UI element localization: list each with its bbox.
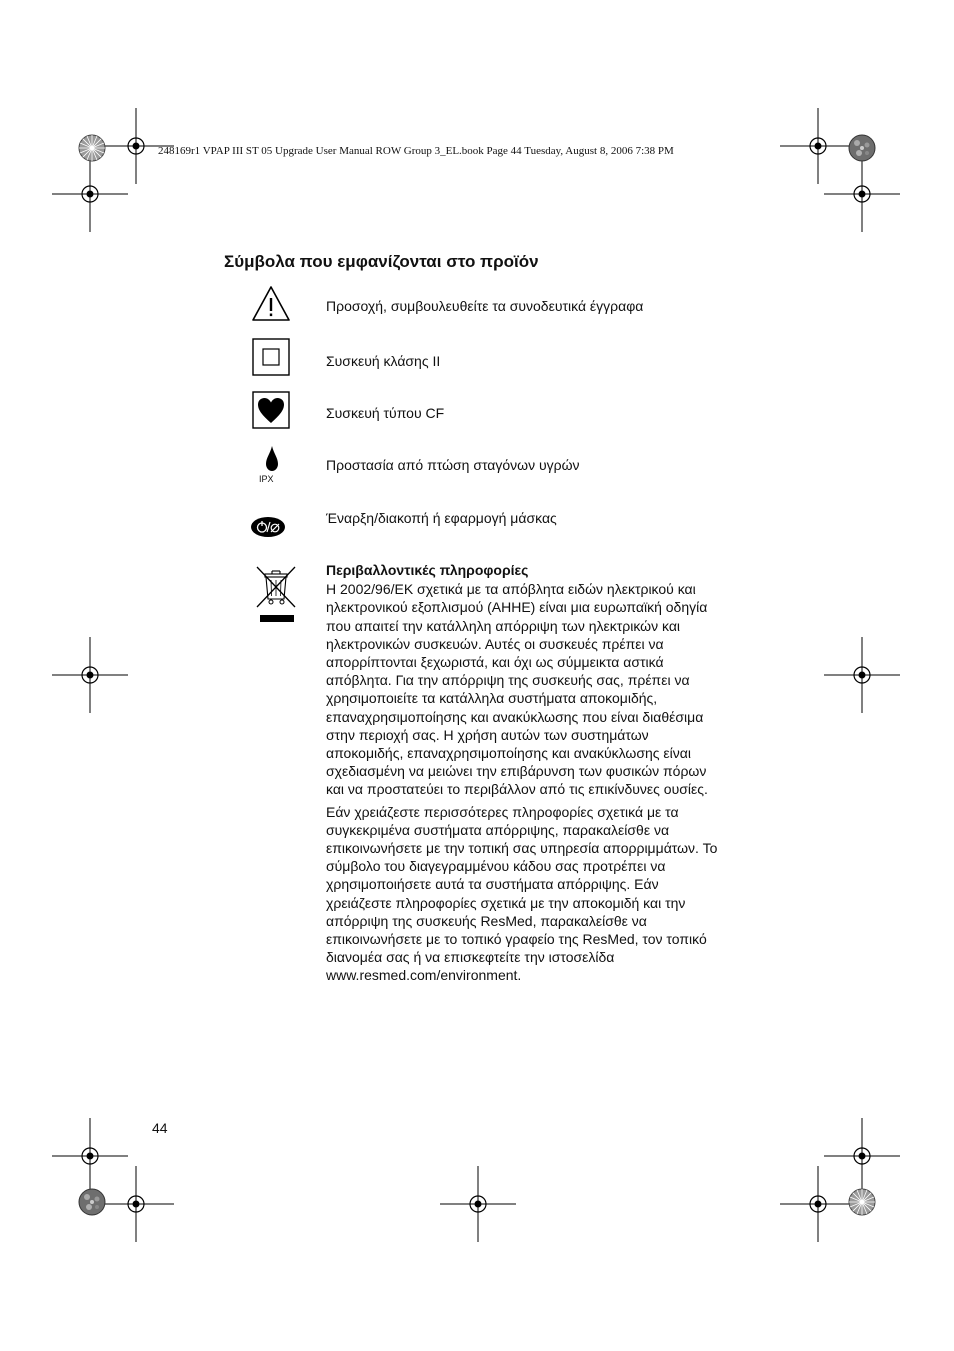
symbol-description-caution: Προσοχή, συμβουλευθείτε τα συνοδευτικά έγγραφα xyxy=(326,298,644,314)
registration-mark-left-middle xyxy=(52,637,128,713)
registration-mark-right-upper xyxy=(824,156,900,232)
symbol-description-type-cf: Συσκευή τύπου CF xyxy=(326,405,445,421)
registration-mark-right-middle xyxy=(824,637,900,713)
registration-mark-bottom-left xyxy=(98,1166,174,1242)
environmental-paragraph-contact: Εάν χρειάζεστε περισσότερες πληροφορίες σχετικά με τα συγκεκριμένα συστήματα απόρριψης, παρακαλείσθε να επικοινωνήσετε με την τοπική σας υπηρεσία απορριμμάτων. Το σύμβολο του διαγεγραμμένου κάδου σας προτρέπει να χρησιμοποιήσετε αυτά τα συστήματα απόρριψης. Εάν χρειάζεστε πληροφορίες σχετικά με την αποκομιδή και την απόρριψη της συσκευής ResMed, παρακαλείσθε να επικοινωνήσετε με το τοπικό γραφείο της ResMed, τον τοπικό διανομέα σας ή να επισκεφτείτε την ιστοσελίδα www.resmed.com/environment. xyxy=(326,803,718,984)
start-stop-mask-icon xyxy=(250,516,286,538)
registration-mark-bottom-center xyxy=(440,1166,516,1242)
symbol-description-class-ii: Συσκευή κλάσης II xyxy=(326,353,441,369)
symbol-description-drip-protection: Προστασία από πτώση σταγόνων υγρών xyxy=(326,457,580,473)
environmental-heading: Περιβαλλοντικές πληροφορίες xyxy=(326,562,529,578)
print-header-file-info: 248169r1 VPAP III ST 05 Upgrade User Manual ROW Group 3_EL.book Page 44 Tuesday, August 8, 2006 7:38 PM xyxy=(158,145,674,157)
rosette-top-left xyxy=(78,134,106,162)
rosette-bottom-right xyxy=(848,1188,876,1216)
page-number: 44 xyxy=(152,1120,168,1136)
registration-mark-left-upper xyxy=(52,156,128,232)
crossed-bin-icon xyxy=(254,563,298,627)
page-title: Σύμβολα που εμφανίζονται στο προϊόν xyxy=(224,252,539,271)
heart-cf-icon xyxy=(252,391,290,429)
registration-mark-bottom-right xyxy=(780,1166,856,1242)
symbol-description-start-stop: Έναρξη/διακοπή ή εφαρμογή μάσκας xyxy=(326,510,557,526)
rosette-bottom-left xyxy=(78,1188,106,1216)
environmental-information xyxy=(326,561,756,989)
drop-ipx-icon xyxy=(258,444,286,486)
ipx-label: IPX xyxy=(259,474,274,484)
class-ii-square-icon xyxy=(252,338,290,376)
warning-triangle-icon xyxy=(251,285,291,323)
rosette-top-right xyxy=(848,134,876,162)
environmental-paragraph-weee: Η 2002/96/ΕΚ σχετικά με τα απόβλητα ειδών ηλεκτρικού και ηλεκτρονικού εξοπλισμού (ΑΗΗΕ) είναι μια ευρωπαϊκή οδηγία που απαιτεί την κατάλληλη απόρριψη των ηλεκτρικών και ηλεκτρονικών συσκευών. Αυτές οι συσκευές πρέπει να απορρίπτονται ξεχωριστά, και όχι ως σύμμεικτα αστικά απόβλητα. Για την απόρριψη της συσκευής σας, πρέπει να χρησιμοποιείτε τα κατάλληλα συστήματα αποκομιδής, επαναχρησιμοποίησης και ανακύκλωσης που είναι διαθέσιμα στην περιοχή σας. Η χρήση αυτών των συστημάτων αποκομιδής, επαναχρησιμοποίησης και ανακύκλωσης είναι σχεδιασμένη να μειώνει την επιβάρυνση των φυσικών πόρων και να προστατεύει το περιβάλλον από τις επικίνδυνες ουσίες. xyxy=(326,581,708,798)
